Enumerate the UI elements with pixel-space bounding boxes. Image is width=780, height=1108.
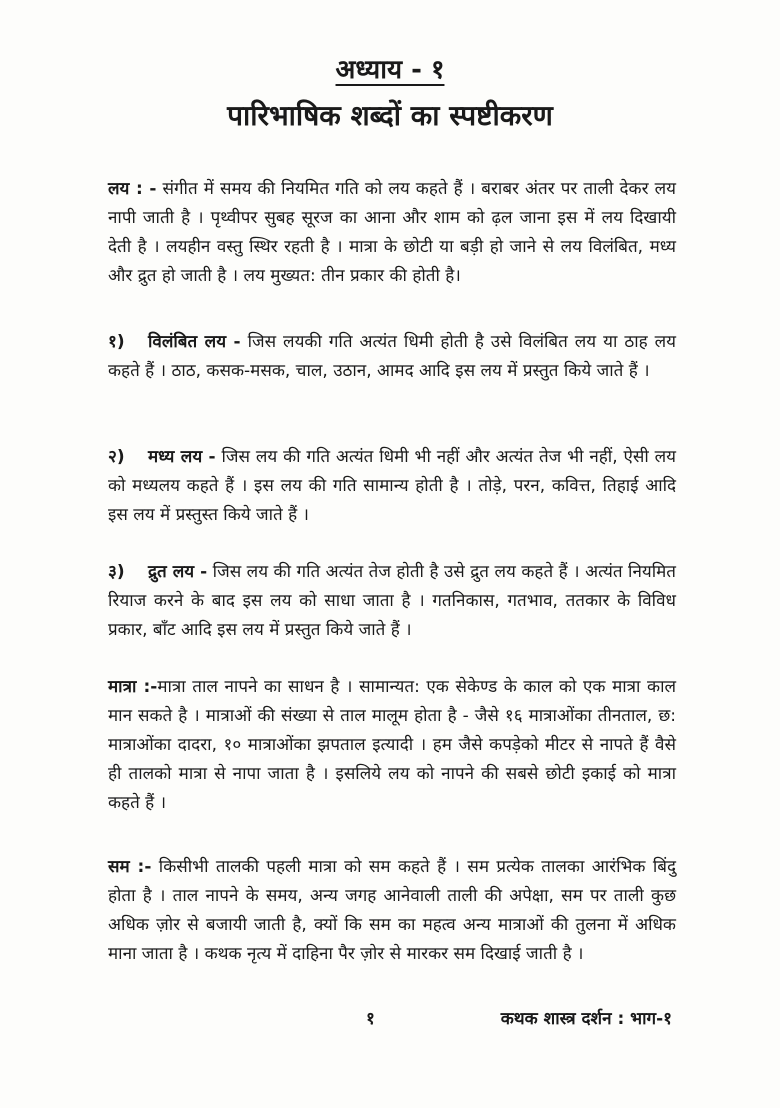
section-vilambit-lay bbox=[108, 328, 676, 386]
definition-matra: मात्रा ताल नापने का साधन है । सामान्यत: एक सेकेण्ड के काल को एक मात्रा काल मान सकते है । मात्राओं की संख्या से ताल मालूम होता है - जैसे १६ मात्राओंका तीनताल, छ: मात्राओंका दादरा, १० मात्राओंका झपताल इत्यादी । हम जैसे कपड़ेको मीटर से नापते हैं वैसे ही तालको मात्रा से नापा जाता है । इसलिये लय को नापने की सबसे छोटी इकाई को मात्रा कहते हैं । bbox=[108, 677, 677, 813]
section-madhya-lay bbox=[108, 443, 676, 530]
item-number-2: २) bbox=[108, 447, 125, 467]
definition-drut-lay: जिस लय की गति अत्यंत तेज होती है उसे द्रुत लय कहते हैं । अत्यंत नियमित रियाज करने के बाद इस लय को साधा जाता है । गतनिकास, गतभाव, ततकार के विविध प्रकार, बाँट आदि इस लय में प्रस्तुत किये जाते हैं । bbox=[108, 562, 676, 640]
section-drut-lay bbox=[108, 558, 676, 645]
term-sam: सम :- bbox=[108, 857, 152, 877]
term-madhya-lay: मध्य लय - bbox=[148, 447, 216, 467]
term-matra: मात्रा :- bbox=[108, 677, 158, 697]
chapter-title: पारिभाषिक शब्दों का स्पष्टीकरण bbox=[227, 99, 553, 132]
term-lay: लय : - bbox=[108, 179, 157, 199]
book-title: कथक शास्त्र दर्शन : भाग-१ bbox=[500, 1009, 672, 1029]
section-lay bbox=[108, 175, 676, 291]
section-matra bbox=[108, 673, 676, 818]
item-number-3: ३) bbox=[108, 562, 125, 582]
term-drut-lay: द्रुत लय - bbox=[148, 562, 208, 582]
item-number-1: १) bbox=[108, 332, 125, 352]
chapter-heading bbox=[0, 52, 780, 88]
definition-lay: संगीत में समय की नियमित गति को लय कहते हैं । बराबर अंतर पर ताली देकर लय नापी जाती है । पृथ्वीपर सुबह सूरज का आना और शाम को ढ़ल जाना इस में लय दिखायी देती है । लयहीन वस्तु स्थिर रहती है । मात्रा के छोटी या बड़ी हो जाने से लय विलंबित, मध्य और द्रुत हो जाती है । लय मुख्यत: तीन प्रकार की होती है। bbox=[108, 179, 677, 286]
definition-sam: किसीभी तालकी पहली मात्रा को सम कहते हैं । सम प्रत्येक तालका आरंभिक बिंदु होता है । ताल नापने के समय, अन्य जगह आनेवाली ताली की अपेक्षा, सम पर ताली कुछ अधिक ज़ोर से बजायी जाती है, क्यों कि सम का महत्व अन्य मात्राओं की तुलना में अधिक माना जाता है । कथक नृत्य में दाहिना पैर ज़ोर से मारकर सम दिखाई जाती है । bbox=[108, 857, 676, 964]
definition-vilambit-lay: जिस लयकी गति अत्यंत धिमी होती है उसे विलंबित लय या ठाह लय कहते हैं । ठाठ, कसक-मसक, चाल, उठान, आमद आदि इस लय में प्रस्तुत किये जाते हैं । bbox=[108, 332, 676, 381]
definition-madhya-lay: जिस लय की गति अत्यंत धिमी भी नहीं और अत्यंत तेज भी नहीं, ऐसी लय को मध्यलय कहते हैं । इस लय की गति सामान्य होती है । तोड़े, परन, कवित्त, तिहाई आदि इस लय में प्रस्तुस्त किये जाते हैं । bbox=[108, 447, 677, 525]
page-number: १ bbox=[366, 1009, 375, 1029]
section-sam bbox=[108, 853, 676, 969]
term-vilambit-lay: विलंबित लय - bbox=[148, 332, 241, 352]
chapter-number: अध्याय - १ bbox=[335, 55, 445, 85]
